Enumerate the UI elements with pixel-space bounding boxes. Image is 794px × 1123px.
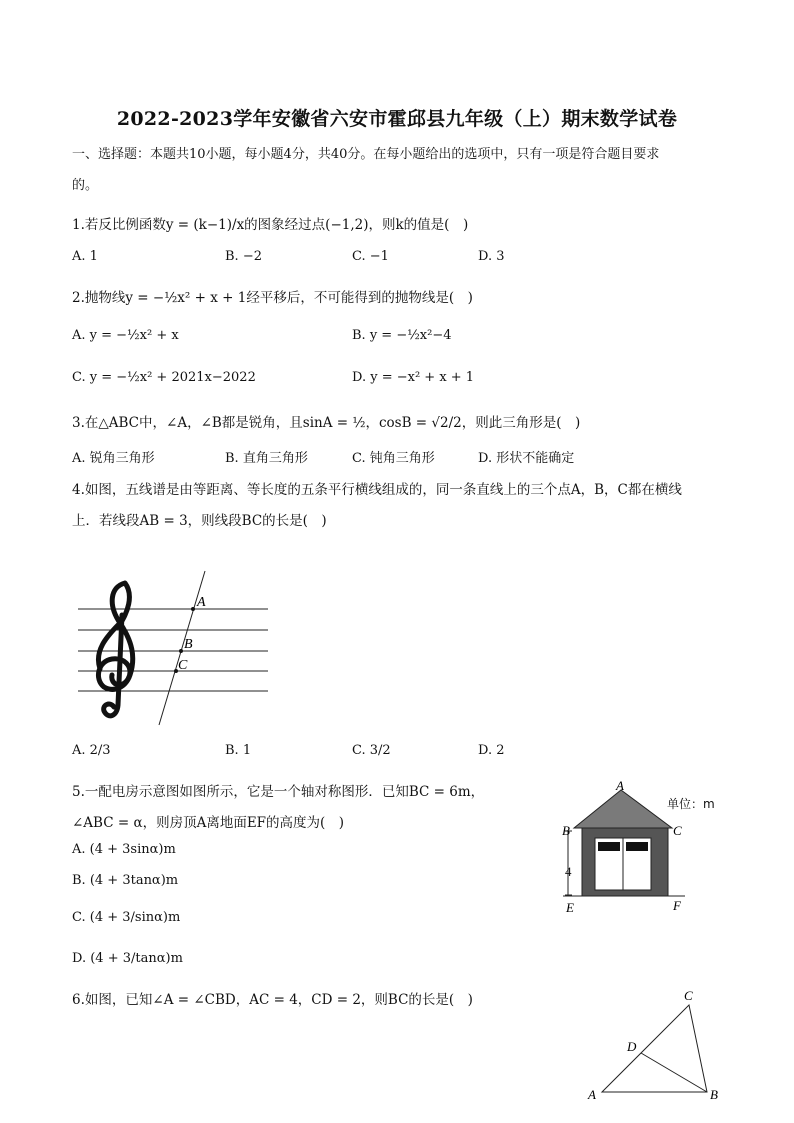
question-4-option-a: A. 2/3 [72, 743, 111, 758]
staff-label-a: A [197, 595, 206, 610]
question-2-option-b: B. y = −½x²−4 [352, 328, 452, 343]
triangle-figure [580, 985, 730, 1110]
question-1-option-b: B. −2 [225, 249, 262, 264]
tri-label-a: A [588, 1087, 596, 1102]
room-label-e: E [566, 900, 574, 915]
tri-label-d: D [627, 1039, 637, 1054]
question-3-option-b: B. 直角三角形 [225, 451, 308, 466]
question-5-line1: 5.一配电房示意图如图所示，它是一个轴对称图形．已知BC = 6m， [72, 784, 485, 800]
question-4-line2: 上．若线段AB = 3，则线段BC的长是( ) [72, 513, 327, 529]
power-room-figure [555, 778, 730, 918]
question-3-option-a: A. 锐角三角形 [72, 451, 155, 466]
question-4-option-c: C. 3/2 [352, 743, 391, 758]
question-5-option-b: B. (4 + 3tanα)m [72, 873, 179, 888]
question-2-option-a: A. y = −½x² + x [72, 328, 179, 343]
question-2-stem: 2.抛物线y = −½x² + x + 1经平移后，不可能得到的抛物线是( ) [72, 290, 473, 306]
question-1-option-c: C. −1 [352, 249, 389, 264]
question-5-option-a: A. (4 + 3sinα)m [72, 842, 176, 857]
question-5-option-d: D. (4 + 3/tanα)m [72, 951, 183, 966]
treble-clef-icon [98, 583, 132, 716]
question-1-option-a: A. 1 [72, 249, 98, 264]
question-5-option-c: C. (4 + 3/sinα)m [72, 910, 181, 925]
unit-label: 单位：m [667, 797, 715, 811]
roof-shape [574, 790, 672, 828]
staff-figure [70, 565, 280, 730]
room-label-c: C [673, 823, 682, 838]
question-6-stem: 6.如图，已知∠A = ∠CBD，AC = 4，CD = 2，则BC的长是( ) [72, 992, 473, 1008]
section-heading-line1: 一、选择题：本题共10小题，每小题4分，共40分。在每小题给出的选项中，只有一项是符合题目要求 [72, 147, 660, 162]
question-3-option-c: C. 钝角三角形 [352, 451, 435, 466]
question-3-option-d: D. 形状不能确定 [478, 451, 575, 466]
question-4-line1: 4.如图，五线谱是由等距离、等长度的五条平行横线组成的，同一条直线上的三个点A，B，C都在横线 [72, 482, 682, 498]
page-title: 2022-2023学年安徽省六安市霍邱县九年级（上）期末数学试卷 [116, 108, 678, 130]
section-heading-line2: 的。 [72, 178, 99, 193]
room-height-label: 4 [565, 864, 572, 879]
room-label-a: A [616, 778, 624, 793]
question-2-option-c: C. y = −½x² + 2021x−2022 [72, 370, 256, 385]
question-4-option-d: D. 2 [478, 743, 505, 758]
room-label-b: B [562, 823, 570, 838]
question-2-option-d: D. y = −x² + x + 1 [352, 370, 475, 385]
question-5-line2: ∠ABC = α，则房顶A离地面EF的高度为( ) [72, 815, 345, 831]
question-1-option-d: D. 3 [478, 249, 505, 264]
question-4-option-b: B. 1 [225, 743, 252, 758]
room-label-f: F [673, 898, 681, 913]
staff-label-c: C [178, 658, 188, 673]
tri-label-b: B [710, 1087, 718, 1102]
staff-label-b: B [184, 637, 193, 652]
question-3-stem: 3.在△ABC中，∠A，∠B都是锐角，且sinA = ½，cosB = √2/2，则此三角形是( ) [72, 415, 581, 431]
question-1-stem: 1.若反比例函数y = (k−1)/x的图象经过点(−1,2)，则k的值是( ) [72, 217, 469, 233]
tri-label-c: C [684, 988, 693, 1003]
